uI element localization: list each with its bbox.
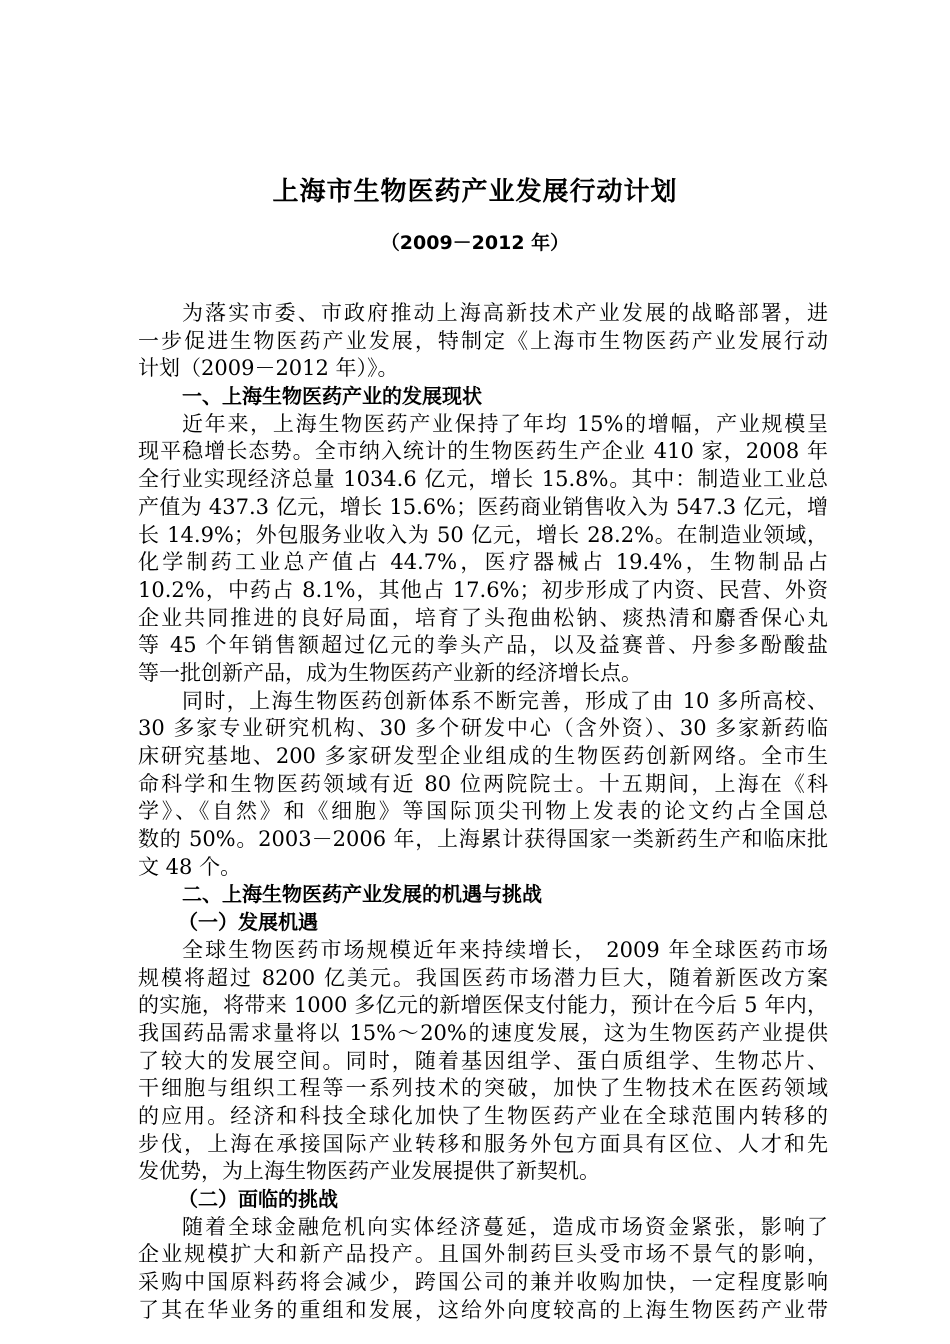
paragraph-line: 了其在华业务的重组和发展，这给外向度较高的上海生物医药产业带 [138, 1297, 828, 1322]
paragraph-line: 的应用。经济和科技全球化加快了生物医药产业在全球范围内转移的 [138, 1103, 828, 1128]
document-subtitle: （2009－2012 年） [380, 232, 570, 254]
paragraph-line: 同时，上海生物医药创新体系不断完善，形成了由 10 多所高校、 [182, 688, 828, 713]
paragraph-line: 计划（2009－2012 年）》。 [138, 356, 399, 381]
paragraph-line: 化学制药工业总产值占 44.7%，医疗器械占 19.4%，生物制品占 [138, 550, 828, 575]
paragraph-line: 随着全球金融危机向实体经济蔓延，造成市场资金紧张，影响了 [182, 1214, 828, 1239]
paragraph-line: 30 多家专业研究机构、30 多个研发中心（含外资）、30 多家新药临 [138, 716, 828, 741]
subsection-heading-opportunities: （一）发展机遇 [178, 910, 318, 935]
paragraph-line: 全行业实现经济总量 1034.6 亿元，增长 15.8%。其中：制造业工业总 [138, 467, 828, 492]
paragraph-line: 命科学和生物医药领域有近 80 位两院院士。十五期间，上海在《科 [138, 771, 828, 796]
section-heading-1: 一、上海生物医药产业的发展现状 [182, 384, 482, 409]
section-heading-2: 二、上海生物医药产业发展的机遇与挑战 [182, 882, 542, 907]
paragraph-line: 文 48 个。 [138, 854, 242, 879]
subsection-heading-challenges: （二）面临的挑战 [178, 1187, 338, 1211]
paragraph-line: 步伐，上海在承接国际产业转移和服务外包方面具有区位、人才和先 [138, 1131, 828, 1156]
paragraph-line: 等一批创新产品，成为生物医药产业新的经济增长点。 [138, 660, 642, 685]
paragraph-line: 全球生物医药市场规模近年来持续增长， 2009 年全球医药市场 [182, 937, 828, 962]
paragraph-line: 等 45 个年销售额超过亿元的拳头产品，以及益赛普、丹参多酚酸盐 [138, 633, 828, 658]
paragraph-line: 企业共同推进的良好局面，培育了头孢曲松钠、痰热清和麝香保心丸 [138, 605, 828, 630]
paragraph-line: 长 14.9%；外包服务业收入为 50 亿元，增长 28.2%。在制造业领域， [138, 522, 828, 547]
paragraph-line: 数的 50%。2003－2006 年，上海累计获得国家一类新药生产和临床批 [138, 827, 828, 852]
paragraph-line: 规模将超过 8200 亿美元。我国医药市场潜力巨大，随着新医改方案 [138, 965, 828, 990]
paragraph-line: 一步促进生物医药产业发展，特制定《上海市生物医药产业发展行动 [138, 328, 828, 353]
paragraph-line: 的实施，将带来 1000 多亿元的新增医保支付能力，预计在今后 5 年内， [138, 993, 828, 1018]
paragraph-line: 采购中国原料药将会减少，跨国公司的兼并收购加快，一定程度影响 [138, 1270, 828, 1295]
paragraph-line: 现平稳增长态势。全市纳入统计的生物医药生产企业 410 家，2008 年 [138, 439, 828, 464]
document-title: 上海市生物医药产业发展行动计划 [272, 177, 678, 207]
paragraph-line: 近年来，上海生物医药产业保持了年均 15%的增幅，产业规模呈 [182, 411, 828, 436]
paragraph-line: 干细胞与组织工程等一系列技术的突破，加快了生物技术在医药领域 [138, 1076, 828, 1101]
paragraph-line: 产值为 437.3 亿元，增长 15.6%；医药商业销售收入为 547.3 亿元，增 [138, 494, 828, 519]
paragraph-line: 了较大的发展空间。同时，随着基因组学、蛋白质组学、生物芯片、 [138, 1048, 828, 1073]
paragraph-line: 发优势，为上海生物医药产业发展提供了新契机。 [138, 1159, 600, 1184]
paragraph-line: 为落实市委、市政府推动上海高新技术产业发展的战略部署，进 [182, 301, 828, 325]
paragraph-line: 床研究基地、200 多家研发型企业组成的生物医药创新网络。全市生 [138, 744, 828, 768]
paragraph-line: 企业规模扩大和新产品投产。且国外制药巨头受市场不景气的影响， [138, 1242, 828, 1267]
paragraph-line: 我国药品需求量将以 15%～20%的速度发展，这为生物医药产业提供 [138, 1020, 828, 1045]
document-body [138, 300, 828, 1324]
paragraph-line: 10.2%，中药占 8.1%，其他占 17.6%；初步形成了内资、民营、外资 [138, 577, 828, 602]
paragraph-line: 学》、《自然》和《细胞》等国际顶尖刊物上发表的论文约占全国总 [138, 799, 828, 824]
